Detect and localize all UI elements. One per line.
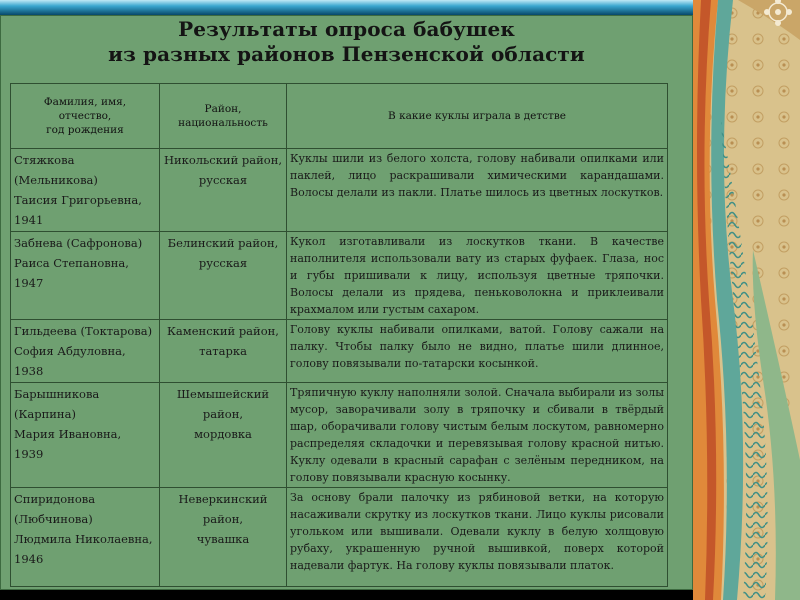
cell-name: Гильдеева (Токтарова) София Абдуловна, 1938 — [11, 320, 160, 383]
header-name: Фамилия, имя, отчество, год рождения — [11, 84, 160, 149]
cell-region: Неверкинский район, чувашка — [160, 488, 287, 587]
cell-dolls: Тряпичную куклу наполняли золой. Сначала выбирали из золы мусор, заворачивали золу в тряпочку и сбивали в твёрдый шар, оборачивали голову чистым белым лоскутом, равномерно распределяя складочки и перевязывая голову красной нитью. Куклу одевали в красный сарафан с зелёным передником, на голову повязывали красную косынку. — [287, 383, 668, 488]
decorative-pattern — [693, 0, 800, 600]
header-region: Район, национальность — [160, 84, 287, 149]
cell-dolls: Голову куклы набивали опилками, ватой. Голову сажали на палку. Чтобы палку было не видно, платье шили длинное, голову повязывали по-татарски косынкой. — [287, 320, 668, 383]
cell-name: Стяжкова (Мельникова) Таисия Григорьевна, 1941 — [11, 149, 160, 232]
decorative-side-panel — [693, 0, 800, 600]
table-row — [11, 320, 668, 383]
page-title — [0, 17, 693, 67]
table-row — [11, 149, 668, 232]
cell-dolls: За основу брали палочку из рябиновой ветки, на которую насаживали скрутку из лоскутков ткани. Лицо куклы рисовали угольком или вышивали. Одевали куклу в белую холщовую рубаху, украшенную ручной вышивкой, поверх которой надевали фартук. На голову куклы повязывали платок. — [287, 488, 668, 587]
title-line-2: из разных районов Пензенской области — [108, 42, 585, 66]
table-header-row — [11, 84, 668, 149]
cell-dolls: Куклы шили из белого холста, голову набивали опилками или паклей, лицо раскрашивали химическими карандашами. Волосы делали из пакли. Платье шилось из цветных лоскутков. — [287, 149, 668, 232]
cell-name: Забнева (Сафронова) Раиса Степановна, 1947 — [11, 232, 160, 320]
survey-table — [10, 83, 668, 587]
cell-name: Спиридонова (Любчинова) Людмила Николаевна, 1946 — [11, 488, 160, 587]
title-line-1: Результаты опроса бабушек — [178, 17, 515, 41]
table-row — [11, 383, 668, 488]
table-row — [11, 232, 668, 320]
cell-dolls: Кукол изготавливали из лоскутков ткани. В качестве наполнителя использовали вату из старых фуфаек. Глаза, нос и губы пришивали к лицу, используя цветные тряпочки. Волосы делали из прядева, пеньковолокна и приклеивали крахмалом или густым сахаром. — [287, 232, 668, 320]
cell-region: Никольский район, русская — [160, 149, 287, 232]
cell-name: Барышникова (Карпина) Мария Ивановна, 1939 — [11, 383, 160, 488]
cell-region: Шемышейский район, мордовка — [160, 383, 287, 488]
cell-region: Каменский район, татарка — [160, 320, 287, 383]
table-row — [11, 488, 668, 587]
header-dolls: В какие куклы играла в детстве — [287, 84, 668, 149]
top-gradient-bar — [0, 0, 800, 15]
slide-panel — [0, 15, 693, 590]
cell-region: Белинский район, русская — [160, 232, 287, 320]
